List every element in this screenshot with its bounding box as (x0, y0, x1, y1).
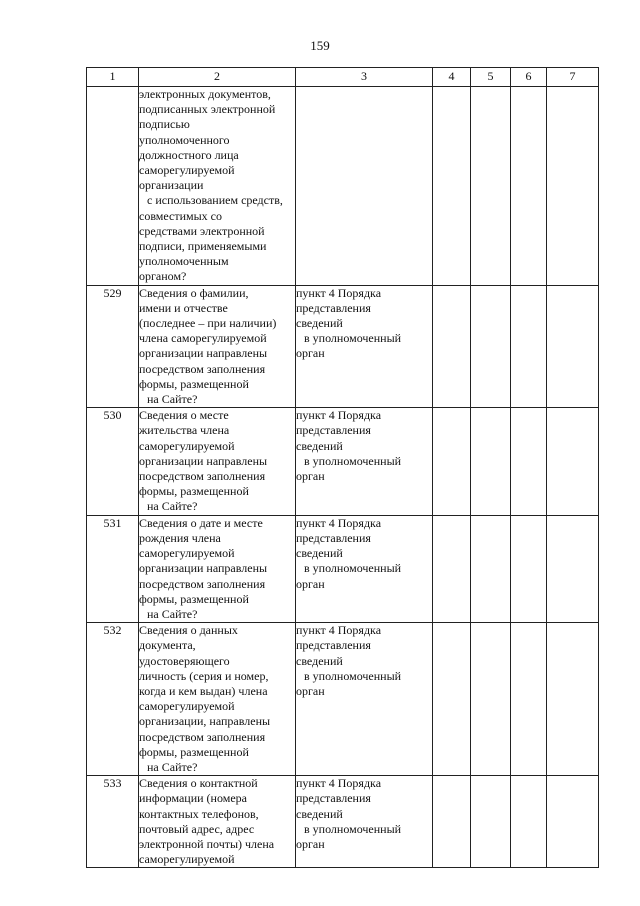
question-line: электронных документов, (139, 87, 271, 101)
question-line: на Сайте? (147, 499, 198, 514)
question-line: на Сайте? (147, 759, 198, 774)
empty-cell-col-6 (511, 285, 547, 408)
empty-cell-col-7 (547, 623, 599, 776)
question-line: документа, (139, 638, 196, 653)
question-line: саморегулируемой (139, 438, 235, 453)
question-line: саморегулируемой (139, 699, 235, 714)
empty-cell-col-5 (471, 285, 511, 408)
question-line: средствами электронной (139, 223, 265, 238)
item-number: 533 (87, 776, 139, 868)
question-line: должностного лица (139, 147, 239, 162)
reference-line: в уполномоченный (304, 821, 402, 836)
reference-line: пункт 4 Порядка (296, 623, 382, 638)
question-line: когда и кем выдан) члена (139, 683, 268, 698)
question-cell (139, 623, 296, 776)
empty-cell-col-5 (471, 776, 511, 868)
reference-line: пункт 4 Порядка (296, 776, 382, 791)
column-header-4: 4 (433, 68, 471, 87)
reference-line: в уполномоченный (304, 561, 402, 576)
question-line: организации, направлены (139, 714, 271, 729)
reference-line: сведений (296, 806, 343, 821)
reference-cell (296, 776, 433, 868)
item-number (87, 87, 139, 286)
empty-cell-col-5 (471, 623, 511, 776)
empty-cell-col-4 (433, 515, 471, 622)
question-cell (139, 87, 296, 286)
reference-line: представления (296, 300, 371, 315)
table-row (87, 623, 599, 776)
empty-cell-col-4 (433, 87, 471, 286)
question-line: организации направлены (139, 453, 268, 468)
reference-line: представления (296, 791, 371, 806)
question-line: посредством заполнения (139, 729, 266, 744)
table-row (87, 285, 599, 408)
question-line: организации направлены (139, 346, 268, 361)
checklist-table (86, 67, 599, 868)
column-header-6: 6 (511, 68, 547, 87)
question-line: на Сайте? (147, 606, 198, 621)
question-cell (139, 285, 296, 408)
reference-line: сведений (296, 438, 343, 453)
empty-cell-col-5 (471, 408, 511, 515)
empty-cell-col-5 (471, 515, 511, 622)
page-number: 159 (310, 38, 330, 53)
question-line: Сведения о данных (139, 623, 238, 638)
question-line: посредством заполнения (139, 469, 266, 484)
column-header-2: 2 (139, 68, 296, 87)
question-line: Сведения о дате и месте (139, 515, 263, 530)
empty-cell-col-4 (433, 408, 471, 515)
reference-line: орган (296, 576, 325, 591)
table-row (87, 408, 599, 515)
reference-cell (296, 87, 433, 286)
reference-line: орган (296, 346, 325, 361)
reference-cell (296, 285, 433, 408)
question-line: подписанных электронной (139, 102, 276, 117)
reference-cell (296, 515, 433, 622)
item-number: 532 (87, 623, 139, 776)
reference-line: пункт 4 Порядка (296, 408, 382, 423)
empty-cell-col-6 (511, 515, 547, 622)
reference-line: пункт 4 Порядка (296, 285, 382, 300)
empty-cell-col-7 (547, 515, 599, 622)
reference-line: сведений (296, 653, 343, 668)
question-line: посредством заполнения (139, 361, 266, 376)
empty-cell-col-7 (547, 776, 599, 868)
question-cell (139, 776, 296, 868)
empty-cell-col-6 (511, 408, 547, 515)
empty-cell-col-5 (471, 87, 511, 286)
question-line: Сведения о месте (139, 408, 229, 423)
question-line: организации (139, 178, 204, 193)
item-number: 531 (87, 515, 139, 622)
table-row (87, 515, 599, 622)
question-line: совместимых со (139, 208, 222, 223)
question-line: формы, размещенной (139, 744, 249, 759)
empty-cell-col-6 (511, 87, 547, 286)
question-line: контактных телефонов, (139, 806, 259, 821)
column-header-3: 3 (296, 68, 433, 87)
question-line: на Сайте? (147, 392, 198, 407)
empty-cell-col-7 (547, 408, 599, 515)
item-number: 529 (87, 285, 139, 408)
reference-line: представления (296, 423, 371, 438)
question-line: формы, размещенной (139, 591, 249, 606)
question-line: электронной почты) члена (139, 836, 275, 851)
empty-cell-col-4 (433, 776, 471, 868)
column-header-7: 7 (547, 68, 599, 87)
question-line: организации направлены (139, 561, 268, 576)
empty-cell-col-6 (511, 776, 547, 868)
reference-line: сведений (296, 546, 343, 561)
column-header-5: 5 (471, 68, 511, 87)
empty-cell-col-7 (547, 87, 599, 286)
question-line: формы, размещенной (139, 484, 249, 499)
question-line: имени и отчестве (139, 300, 228, 315)
item-number: 530 (87, 408, 139, 515)
question-line: уполномоченным (139, 254, 229, 269)
question-cell (139, 408, 296, 515)
table-body (87, 87, 599, 868)
table-row (87, 87, 599, 286)
empty-cell-col-6 (511, 623, 547, 776)
question-line: с использованием средств, (147, 193, 283, 208)
question-line: рождения члена (139, 530, 221, 545)
question-line: члена саморегулируемой (139, 331, 267, 346)
reference-line: сведений (296, 316, 343, 331)
reference-line: орган (296, 836, 325, 851)
empty-cell-col-7 (547, 285, 599, 408)
reference-line: представления (296, 638, 371, 653)
question-line: подписью (139, 117, 190, 132)
column-header-1: 1 (87, 68, 139, 87)
header-row (87, 68, 599, 87)
reference-line: пункт 4 Порядка (296, 515, 382, 530)
question-line: Сведения о контактной (139, 776, 258, 791)
question-line: уполномоченного (139, 132, 230, 147)
question-line: посредством заполнения (139, 576, 266, 591)
question-line: удостоверяющего (139, 653, 230, 668)
reference-line: в уполномоченный (304, 453, 402, 468)
question-line: органом? (139, 269, 187, 284)
reference-cell (296, 623, 433, 776)
question-line: саморегулируемой (139, 852, 235, 867)
empty-cell-col-4 (433, 623, 471, 776)
question-line: формы, размещенной (139, 376, 249, 391)
reference-line: орган (296, 683, 325, 698)
reference-line: в уполномоченный (304, 331, 402, 346)
question-line: подписи, применяемыми (139, 239, 267, 254)
empty-cell-col-4 (433, 285, 471, 408)
question-line: личность (серия и номер, (139, 668, 269, 683)
question-cell (139, 515, 296, 622)
reference-line: в уполномоченный (304, 668, 402, 683)
question-line: почтовый адрес, адрес (139, 821, 255, 836)
table-row (87, 776, 599, 868)
question-line: саморегулируемой (139, 163, 235, 178)
question-line: жительства члена (139, 423, 230, 438)
reference-cell (296, 408, 433, 515)
question-line: Сведения о фамилии, (139, 285, 249, 300)
reference-line: орган (296, 469, 325, 484)
question-line: (последнее – при наличии) (139, 316, 277, 331)
reference-line: представления (296, 530, 371, 545)
question-line: информации (номера (139, 791, 247, 806)
question-line: саморегулируемой (139, 546, 235, 561)
